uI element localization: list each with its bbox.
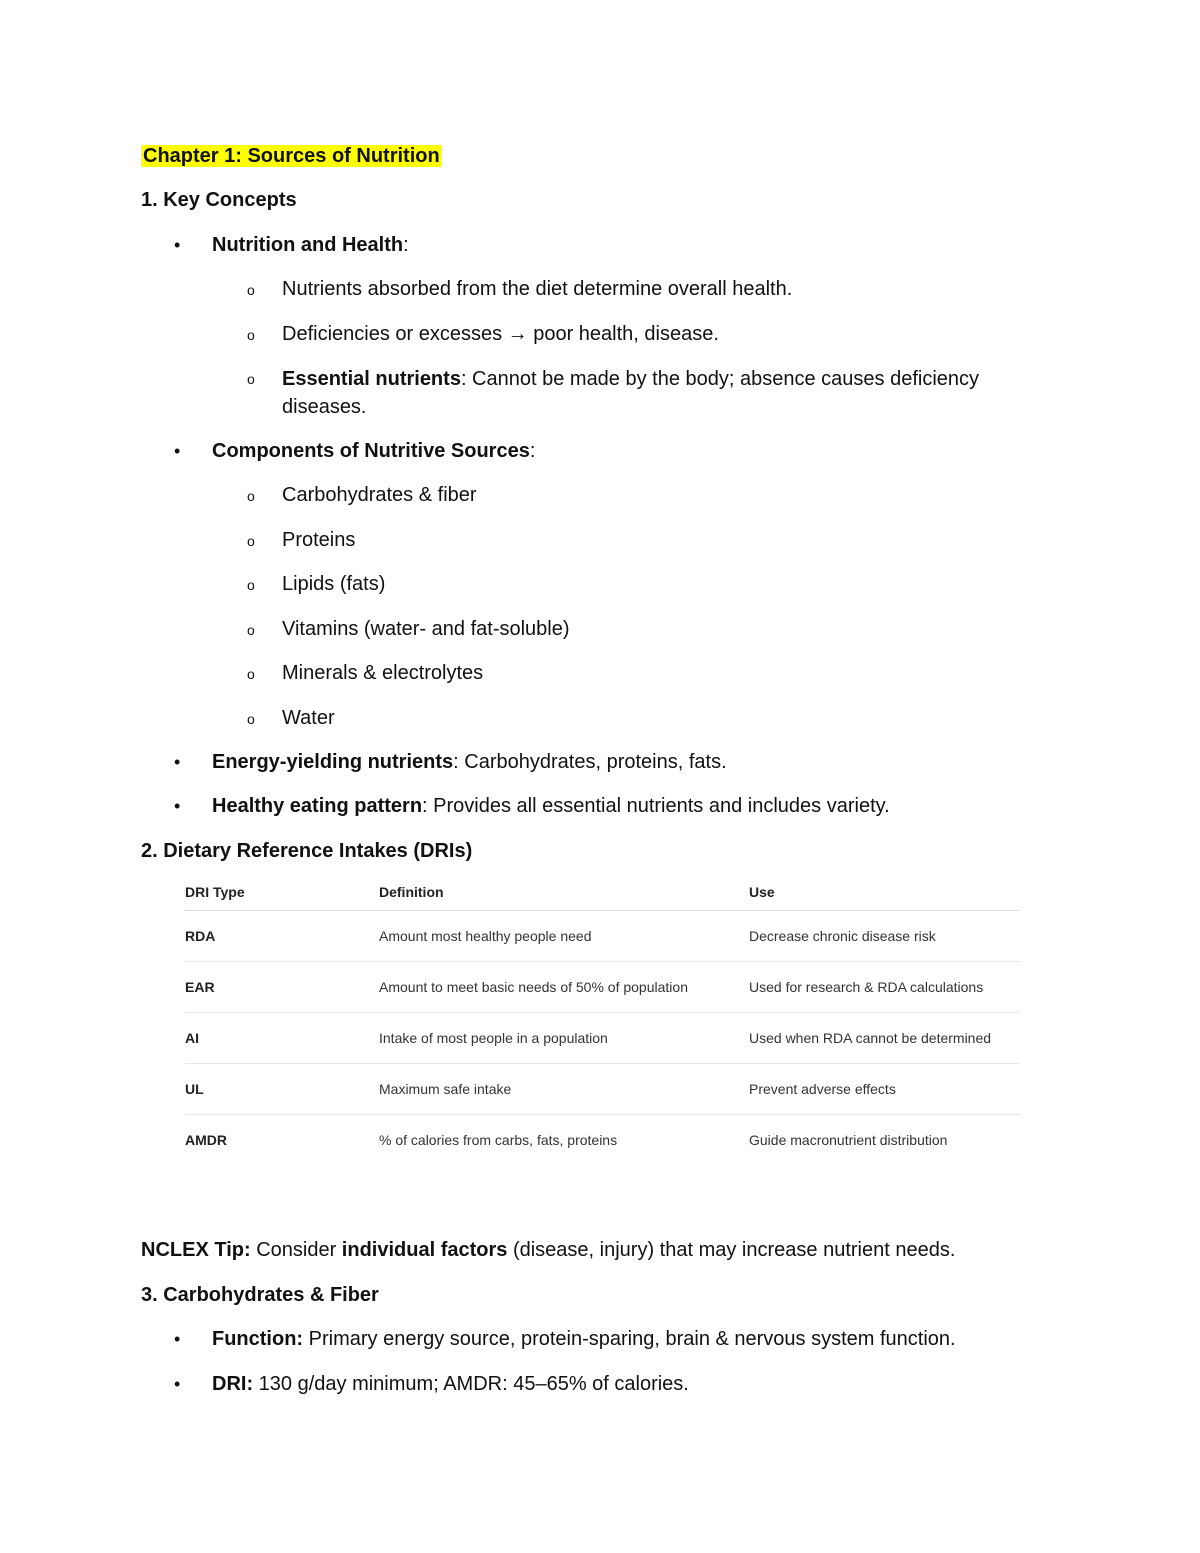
list-item: Deficiencies or excesses → poor health, disease. (282, 323, 719, 345)
bullet-icon: • (174, 796, 181, 816)
table-cell: EAR (185, 962, 379, 1013)
table-row (185, 1115, 1020, 1166)
list-item: Water (282, 707, 335, 729)
list-item: Vitamins (water- and fat-soluble) (282, 618, 570, 640)
table-row (185, 1013, 1020, 1064)
table-cell: Decrease chronic disease risk (749, 911, 1020, 962)
list-item: Lipids (fats) (282, 573, 386, 595)
table-cell: Used when RDA cannot be determined (749, 1013, 1020, 1064)
list-item-dri: DRI: 130 g/day minimum; AMDR: 45–65% of calories. (212, 1373, 689, 1395)
table-row (185, 962, 1020, 1013)
sub-bullet-icon: o (247, 577, 255, 593)
section-heading-carbohydrates: 3. Carbohydrates & Fiber (141, 1284, 379, 1306)
table-cell: RDA (185, 911, 379, 962)
table-cell: AI (185, 1013, 379, 1064)
list-item-essential-nutrients: Essential nutrients: Cannot be made by the body; absence causes deficiency diseases. (282, 368, 980, 418)
table-cell: Amount to meet basic needs of 50% of population (379, 962, 749, 1013)
table-header-definition: Definition (379, 876, 749, 911)
sub-bullet-icon: o (247, 711, 255, 727)
table-row (185, 1064, 1020, 1115)
table-cell: UL (185, 1064, 379, 1115)
list-item-function: Function: Primary energy source, protein-sparing, brain & nervous system function. (212, 1328, 956, 1350)
sub-bullet-icon: o (247, 327, 255, 343)
table-cell: Used for research & RDA calculations (749, 962, 1020, 1013)
list-item: Minerals & electrolytes (282, 662, 484, 684)
list-item-nutrition-health: Nutrition and Health: (212, 234, 409, 256)
bullet-icon: • (174, 441, 181, 461)
section-heading-dris: 2. Dietary Reference Intakes (DRIs) (141, 840, 473, 862)
list-item: Nutrients absorbed from the diet determine overall health. (282, 278, 793, 300)
sub-bullet-icon: o (247, 282, 255, 298)
table-header-use: Use (749, 876, 1020, 911)
sub-bullet-icon: o (247, 371, 255, 387)
sub-bullet-icon: o (247, 622, 255, 638)
bullet-icon: • (174, 1374, 181, 1394)
table-cell: Maximum safe intake (379, 1064, 749, 1115)
table-cell: Prevent adverse effects (749, 1064, 1020, 1115)
table-cell: Intake of most people in a population (379, 1013, 749, 1064)
nclex-tip: NCLEX Tip: Consider individual factors (disease, injury) that may increase nutrient needs. (141, 1239, 956, 1261)
list-item: Proteins (282, 529, 356, 551)
dri-table (185, 876, 1020, 1165)
table-cell: AMDR (185, 1132, 227, 1148)
list-item-components: Components of Nutritive Sources: (212, 440, 536, 462)
section-heading-key-concepts: 1. Key Concepts (141, 189, 297, 211)
sub-bullet-icon: o (247, 533, 255, 549)
table-row (185, 911, 1020, 962)
table-header-row (185, 876, 1020, 911)
table-cell: Guide macronutrient distribution (749, 1132, 948, 1148)
table-header-dri-type: DRI Type (185, 876, 379, 911)
table-cell: % of calories from carbs, fats, proteins (379, 1132, 618, 1148)
bullet-icon: • (174, 1329, 181, 1349)
sub-bullet-icon: o (247, 666, 255, 682)
list-item-energy-yielding: Energy-yielding nutrients: Carbohydrates, proteins, fats. (212, 751, 727, 773)
list-item-healthy-eating: Healthy eating pattern: Provides all essential nutrients and includes variety. (212, 795, 890, 817)
table-cell: Amount most healthy people need (379, 911, 749, 962)
bullet-icon: • (174, 235, 181, 255)
list-item: Carbohydrates & fiber (282, 484, 477, 506)
sub-bullet-icon: o (247, 488, 255, 504)
chapter-title: Chapter 1: Sources of Nutrition (143, 145, 440, 167)
bullet-icon: • (174, 752, 181, 772)
